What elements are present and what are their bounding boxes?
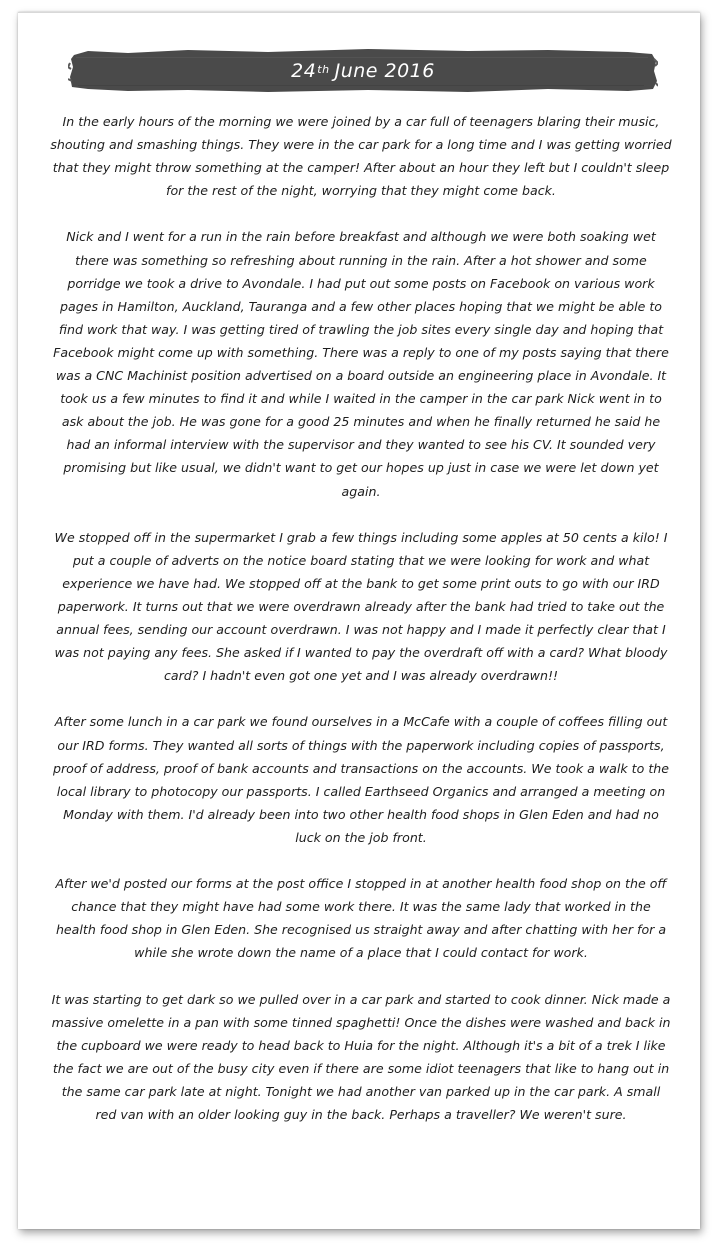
date-suffix: th [317,62,330,76]
journal-page [18,12,700,1229]
paragraph-4: After some lunch in a car park we found ourselves in a McCafe with a couple of coffees filling out our IRD forms. They wanted all sorts of things with the paperwork including copies of passports, proof of address, proof of bank accounts and transactions on the accounts. We took a walk to the local library to photocopy our passports. I called Earthseed Organics and arranged a meeting on Monday with them. I'd already been into two other health food shops in Glen Eden and had no luck on the job front. [52,714,669,845]
date-day: 24 [291,60,317,82]
paragraph-5: After we'd posted our forms at the post office I stopped in at another health food shop on the off chance that they might have had some work there. It was the same lady that worked in the health food shop in Glen Eden. She recognised us straight away and after chatting with her for a while she wrote down the name of a place that I could contact for work. [55,876,667,961]
paragraph-3: We stopped off in the supermarket I grab a few things including some apples at 50 cents a kilo! I put a couple of adverts on the notice board stating that we were looking for work and what experience we have had. We stopped off at the bank to get some print outs to go with our IRD paperwork. It turns out that we were overdrawn already after the bank had tried to take out the annual fees, sending our account overdrawn. I was not happy and I made it perfectly clear that I was not paying any fees. She asked if I wanted to pay the overdraft off with a card? What bloody card? I hadn't even got one yet and I was already overdrawn!! [54,529,668,684]
date-month-year: June 2016 [334,60,435,82]
paragraph-2: Nick and I went for a run in the rain before breakfast and although we were both soaking wet there was something so refreshing about running in the rain. After a hot shower and some porridge we took a drive to Avondale. I had put out some posts on Facebook on various work pages in Hamilton, Auckland, Tauranga and a few other places hoping that we might be able to find work that way. I was getting tired of trawling the job sites every single day and hoping that Facebook might come up with something. There was a reply to one of my posts saying that there was a CNC Machinist position advertised on a board outside an engineering place in Avondale. It took us a few minutes to find it and while I waited in the camper in the car park Nick went in to ask about the job. He was gone for a good 25 minutes and when he finally returned he said he had an informal interview with the supervisor and they wanted to see his CV. It sounded very promising but like usual, we didn't want to get our hopes up just in case we were let down yet again. [53,229,669,499]
date-banner [68,45,658,97]
paragraph-6: It was starting to get dark so we pulled over in a car park and started to cook dinner. Nick made a massive omelette in a pan with some tinned spaghetti! Once the dishes were washed and back in the cupboard we were ready to head back to Huia for the night. Although it's a bit of a trek I like the fact we are out of the busy city even if there are some idiot teenagers that like to hang out in the same car park late at night. Tonight we had another van parked up in the car park. A small red van with an older looking guy in the back. Perhaps a traveller? We weren't sure. [51,991,671,1123]
paragraph-1: In the early hours of the morning we were joined by a car full of teenagers blaring their music, shouting and smashing things. They were in the car park for a long time and I was getting worried that they might throw something at the camper! After about an hour they left but I couldn't sleep for the rest of the night, worrying that they might come back. [50,114,672,199]
date-heading [68,45,658,97]
journal-body [50,110,672,1149]
